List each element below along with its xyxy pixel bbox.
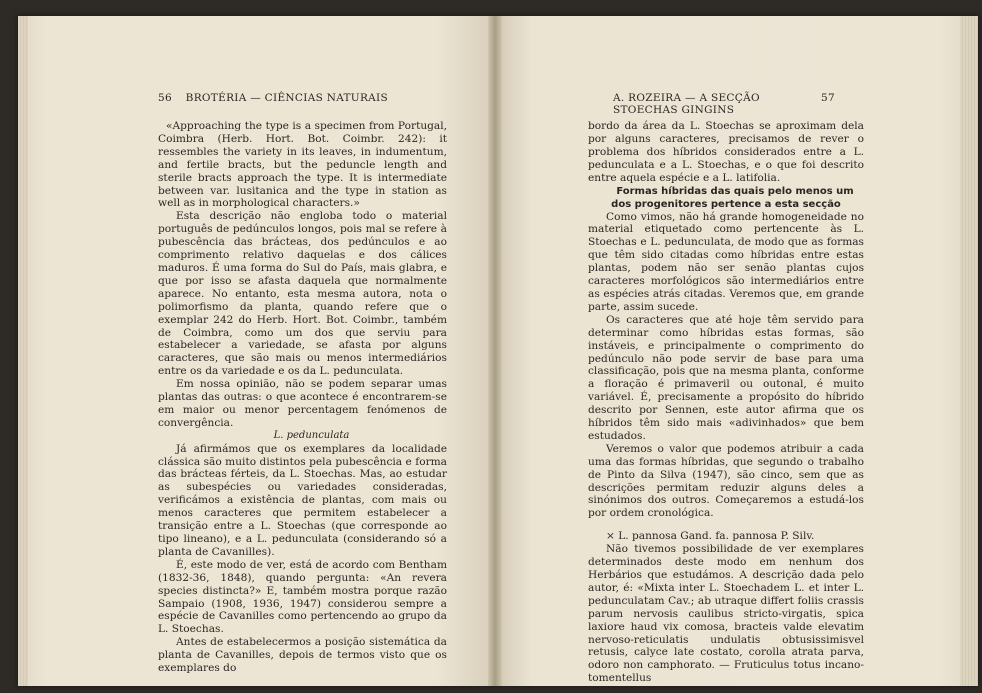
quote-paragraph: «Approaching the type is a specimen from Portugal, Coimbra (Herb. Hort. Bot. Coimbr. 242): it ressembles the variety in its leaves, in indumentum, and fertile bracts, but the peduncle length and sterile bracts approach the type. It is intermediate between var. lusitanica and the type in station as well as in morphological characters.»	[158, 120, 447, 210]
body-paragraph: Veremos o valor que podemos atribuir a cada uma das formas híbridas, que segundo o trabalho de Pinto da Silva (1947), são cinco, sem que as descrições permitam reduzir alguns deles a sinónimos dos outros. Começaremos a estudá-los por ordem cronológica.	[588, 442, 864, 520]
book-spread	[18, 16, 978, 686]
left-page	[18, 16, 493, 686]
body-paragraph: Antes de estabelecermos a posição sistemática da planta de Cavanilles, depois de termos visto que os exemplares do	[158, 636, 447, 675]
body-paragraph: Já afirmámos que os exemplares da localidade clássica são muito distintos pela pubescência e forma das brácteas férteis, da L. Stoechas. Mas, ao estudar as subespécies ou variedades consideradas, verificámos a existência de plantas, com mais ou menos caracteres que permitem estabelecer a transição entre a L. Stoechas (que corresponde ao tipo lineano), e a L. pedunculata (considerando só a planta de Cavanilles).	[158, 442, 447, 558]
right-body-text	[588, 120, 864, 685]
book-gutter	[488, 16, 502, 686]
right-running-head: A. ROZEIRA — A SECÇÃO STOECHAS GINGINS	[613, 92, 760, 116]
body-paragraph: Não tivemos possibilidade de ver exemplares determinados deste modo em nenhum dos Herbários que estudámos. A descrição dada pelo autor, é: «Mixta inter L. Stoechadem L. et inter L. pedunculatam Cav.; ab utraque differt foliis crassis parum nervosis caulibus stricto-virgatis, spica laxiore haud vix comosa, bracteis valde elevatim nervoso-reticulatis undulatis obtusissimisvel retusis, calyce late costato, corolla atrata parva, odoro non camphorato. — Fruticulus totus incano-tomentellus	[588, 543, 864, 685]
right-running-header	[613, 92, 835, 116]
left-running-head: BROTÉRIA — CIÊNCIAS NATURAIS	[185, 92, 388, 104]
left-page-number: 56	[158, 92, 172, 104]
body-paragraph: bordo da área da L. Stoechas se aproximam dela por alguns caracteres, precisamos de rever o problema dos híbridos considerados entre a L. pedunculata e a L. Stoechas, e o que foi descrito entre aquela espécie e a L. latifolia.	[588, 120, 864, 184]
left-body-text	[158, 120, 447, 675]
body-paragraph: Em nossa opinião, não se podem separar umas plantas das outras: o que acontece é encontrarem-se em maior ou menor percentagem fenómenos de convergência.	[158, 378, 447, 429]
body-paragraph: É, este modo de ver, está de acordo com Bentham (1832-36, 1848), quando pergunta: «An revera species distincta?» E, também mostra porque razão Sampaio (1908, 1936, 1947) considerou sempre a espécie de Cavanilles como pertencendo ao grupo da L. Stoechas.	[158, 558, 447, 636]
section-title-pedunculata: L. pedunculata	[273, 429, 350, 441]
left-running-header	[158, 92, 388, 104]
spacer	[588, 520, 864, 530]
section-title-hybrids: Formas híbridas das quais pelo menos um dos progenitores pertence a esta secção	[611, 185, 854, 210]
right-page	[493, 16, 978, 686]
body-paragraph: Como vimos, não há grande homogeneidade no material etiquetado como pertencente às L. Stoechas e L. pedunculata, de modo que as formas que têm sido citadas como híbridas entre estas plantas, podem não ser senão plantas cujos caracteres morfológicos são intermediários entre as espécies atrás citadas. Veremos que, em grande parte, assim sucede.	[588, 210, 864, 313]
body-paragraph: Os caracteres que até hoje têm servido para determinar como híbridas estas formas, são instáveis, e principalmente o comprimento do pedúnculo não pode servir de base para uma classificação, pois que na mesma planta, conforme a floração é primaveril ou outonal, é muito variável. É, precisamente a propósito do híbrido descrito por Sennen, este autor afirma que os híbridos têm sido mais «adivinhados» que bem estudados.	[588, 313, 864, 442]
right-page-edge	[960, 16, 978, 686]
hybrid-title: × L. pannosa Gand. fa. pannosa P. Silv.	[606, 530, 815, 543]
left-page-edge	[18, 16, 28, 686]
right-page-number: 57	[821, 92, 835, 104]
body-paragraph: Esta descrição não engloba todo o material português de pedúnculos longos, pois mal se refere à pubescência das brácteas, dos pedúnculos e ao comprimento relativo daquelas e dos cálices maduros. É uma forma do Sul do País, mais glabra, e que por isso se afasta daquela que normalmente aparece. No entanto, esta mesma autora, nota o polimorfismo da planta, quando refere que o exemplar 242 do Herb. Hort. Bot. Coimbr., também de Coimbra, como um dos que serviu para estabelecer a variedade, se afasta por alguns caracteres, que são mais ou menos intermediários entre os da variedade e os da L. pedunculata.	[158, 210, 447, 378]
